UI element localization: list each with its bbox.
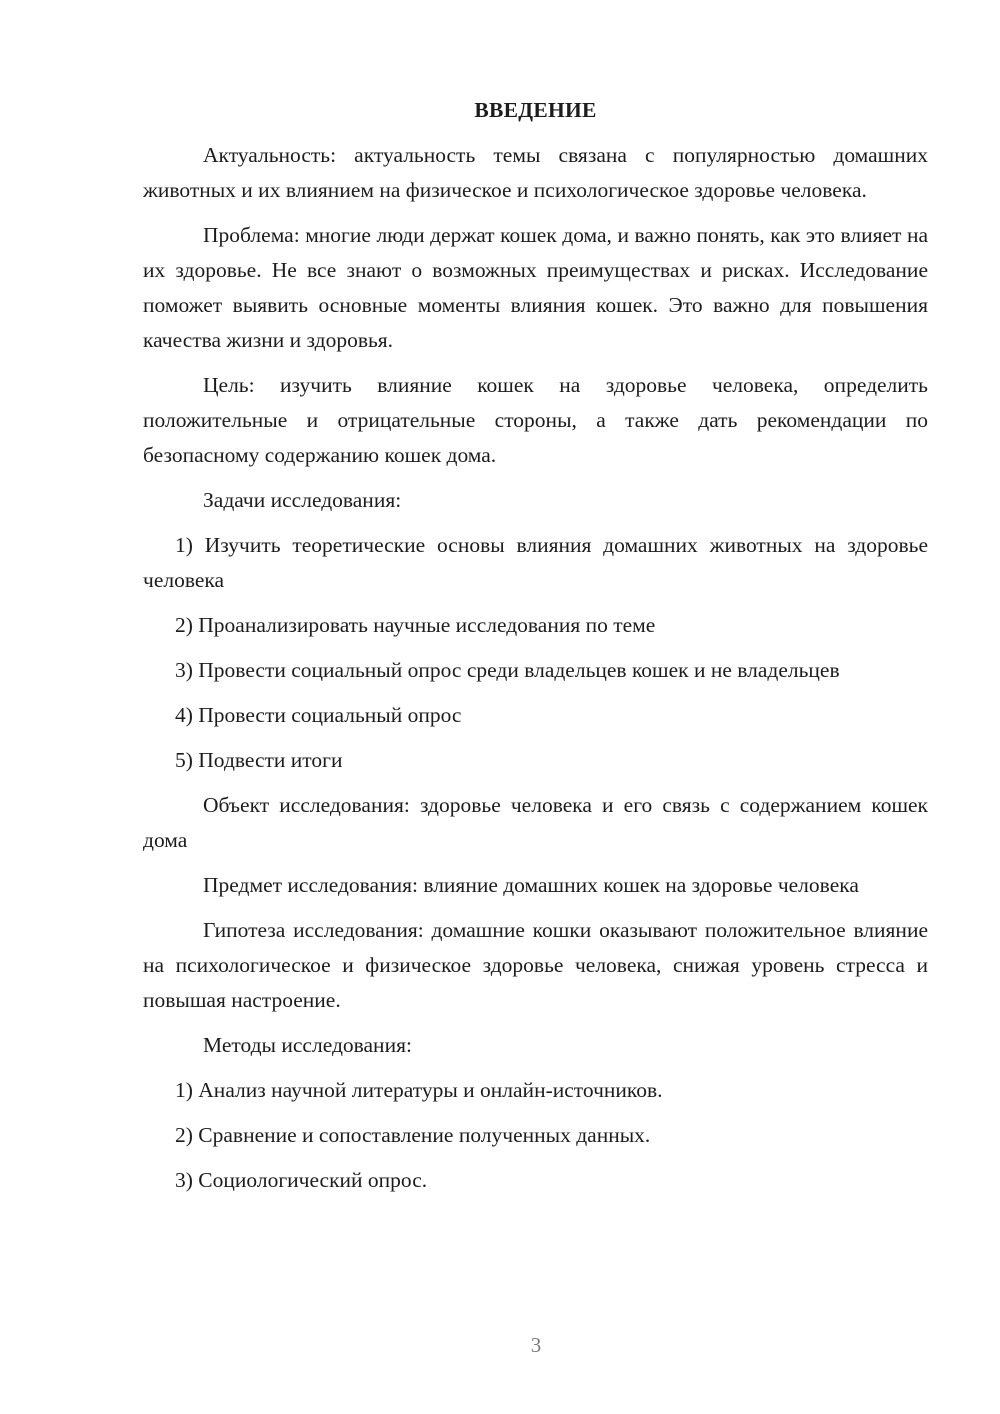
method-item-3: 3) Социологический опрос. xyxy=(175,1168,428,1192)
method-item-1: 1) Анализ научной литературы и онлайн-источников. xyxy=(175,1078,663,1102)
object-paragraph: Объект исследования: здоровье человека и его связь с содержанием кошек дома xyxy=(143,793,928,852)
task-item-3: 3) Провести социальный опрос среди владельцев кошек и не владельцев xyxy=(175,658,840,682)
hypothesis-paragraph: Гипотеза исследования: домашние кошки оказывают положительное влияние на психологическое и физическое здоровье человека, снижая уровень стресса и повышая настроение. xyxy=(143,918,928,1012)
problem-paragraph: Проблема: многие люди держат кошек дома, и важно понять, как это влияет на их здоровье. Не все знают о возможных преимуществах и рисках. Исследование поможет выявить основные моменты влияния кошек. Это важно для повышения качества жизни и здоровья. xyxy=(143,223,928,352)
task-item-2: 2) Проанализировать научные исследования по теме xyxy=(175,613,656,637)
task-item-1: 1) Изучить теоретические основы влияния домашних животных на здоровье человека xyxy=(143,533,928,592)
page-number: 3 xyxy=(530,1333,542,1357)
method-item-2: 2) Сравнение и сопоставление полученных данных. xyxy=(175,1123,651,1147)
task-item-4: 4) Провести социальный опрос xyxy=(175,703,462,727)
goal-paragraph: Цель: изучить влияние кошек на здоровье человека, определить положительные и отрицательные стороны, а также дать рекомендации по безопасному содержанию кошек дома. xyxy=(143,373,928,467)
document-page xyxy=(143,92,928,1208)
relevance-paragraph: Актуальность: актуальность темы связана с популярностью домашних животных и их влиянием на физическое и психологическое здоровье человека. xyxy=(143,143,928,202)
subject-paragraph: Предмет исследования: влияние домашних кошек на здоровье человека xyxy=(203,873,859,897)
task-item-5: 5) Подвести итоги xyxy=(175,748,343,772)
tasks-heading: Задачи исследования: xyxy=(203,488,402,512)
page-title: ВВЕДЕНИЕ xyxy=(474,98,597,122)
methods-heading: Методы исследования: xyxy=(203,1033,412,1057)
